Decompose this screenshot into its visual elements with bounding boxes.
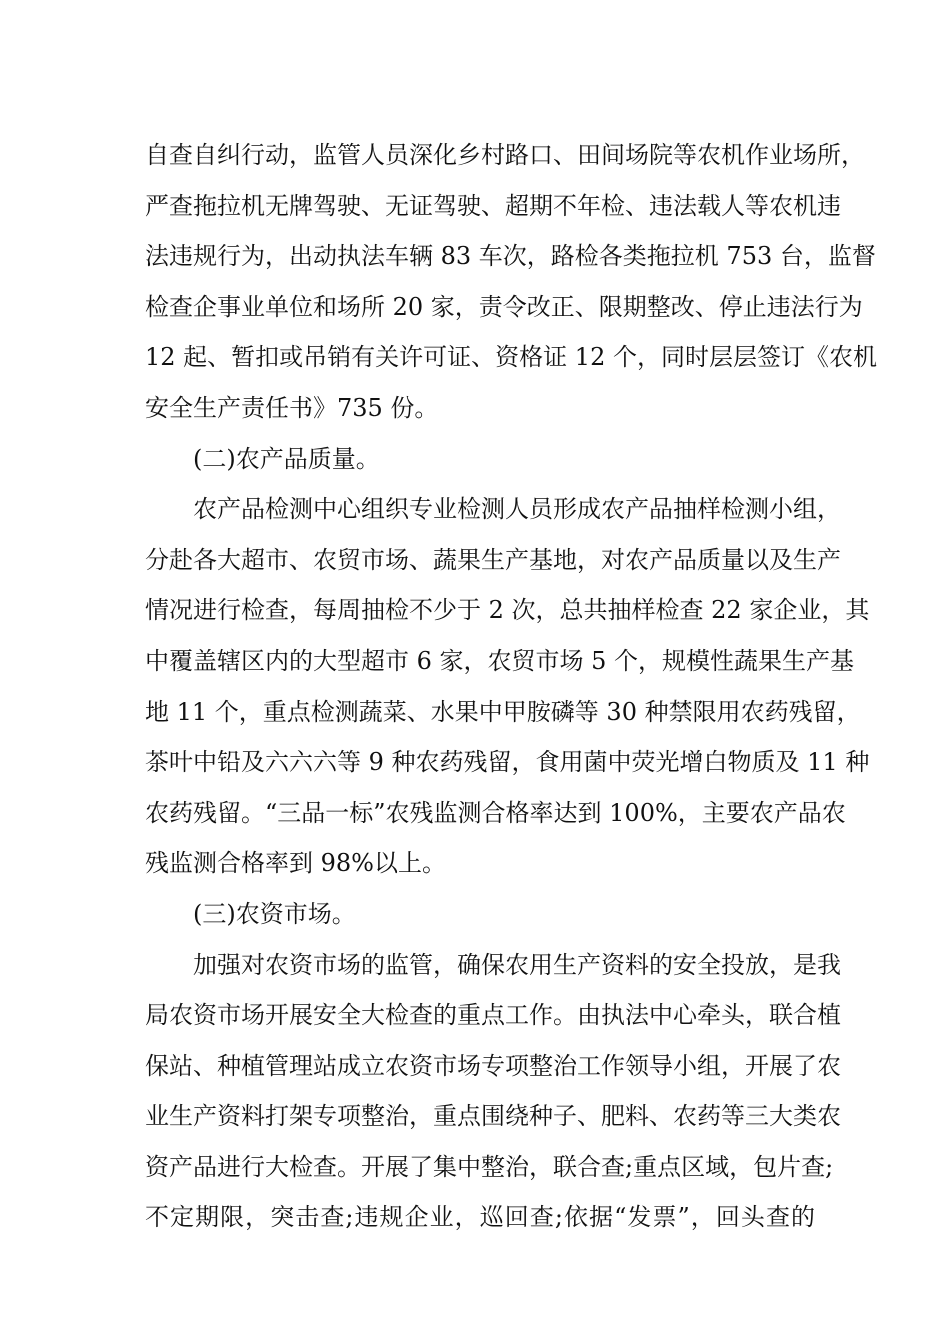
paragraph-first-line: 农产品检测中心组织专业检测人员形成农产品抽样检测小组， xyxy=(193,495,841,524)
text-line: 资产品进行大检查。开展了集中整治，联合查;重点区域，包片查; xyxy=(145,1152,834,1181)
text-line: 安全生产责任书》735 份。 xyxy=(145,393,439,422)
text-line: 残监测合格率到 98%以上。 xyxy=(145,849,446,878)
text-line: 局农资市场开展安全大检查的重点工作。由执法中心牵头，联合植 xyxy=(145,1001,841,1030)
text-line: 分赴各大超市、农贸市场、蔬果生产基地，对农产品质量以及生产 xyxy=(145,545,841,574)
text-line: 地 11 个，重点检测蔬菜、水果中甲胺磷等 30 种禁限用农药残留， xyxy=(145,697,861,726)
text-line: 自查自纠行动，监管人员深化乡村路口、田间场院等农机作业场所， xyxy=(145,141,865,169)
text-line: 中覆盖辖区内的大型超市 6 家，农贸市场 5 个，规模性蔬果生产基 xyxy=(145,646,855,675)
text-line: 不定期限，突击查;违规企业，巡回查;依据“发票”，回头查的 xyxy=(145,1203,815,1232)
section-heading-3: (三)农资市场。 xyxy=(193,899,356,928)
text-line: 业生产资料打架专项整治，重点围绕种子、肥料、农药等三大类农 xyxy=(145,1102,841,1131)
paragraph-first-line: 加强对农资市场的监管，确保农用生产资料的安全投放，是我 xyxy=(193,950,841,979)
section-heading-2: (二)农产品质量。 xyxy=(193,444,380,473)
text-line: 12 起、暂扣或吊销有关许可证、资格证 12 个，同时层层签订《农机 xyxy=(145,343,877,372)
text-line: 严查拖拉机无牌驾驶、无证驾驶、超期不年检、违法载人等农机违 xyxy=(145,191,841,220)
text-line: 保站、种植管理站成立农资市场专项整治工作领导小组，开展了农 xyxy=(145,1051,841,1080)
text-line: 法违规行为，出动执法车辆 83 车次，路检各类拖拉机 753 台，监督 xyxy=(145,242,876,271)
body-text xyxy=(145,130,877,1243)
text-line: 农药残留。“三品一标”农残监测合格率达到 100%，主要农产品农 xyxy=(145,798,846,827)
text-line: 茶叶中铅及六六六等 9 种农药残留，食用菌中荧光增白物质及 11 种 xyxy=(145,748,870,777)
text-line: 检查企事业单位和场所 20 家，责令改正、限期整改、停止违法行为 xyxy=(145,292,863,321)
text-line: 情况进行检查，每周抽检不少于 2 次，总共抽样检查 22 家企业，其 xyxy=(145,596,870,625)
